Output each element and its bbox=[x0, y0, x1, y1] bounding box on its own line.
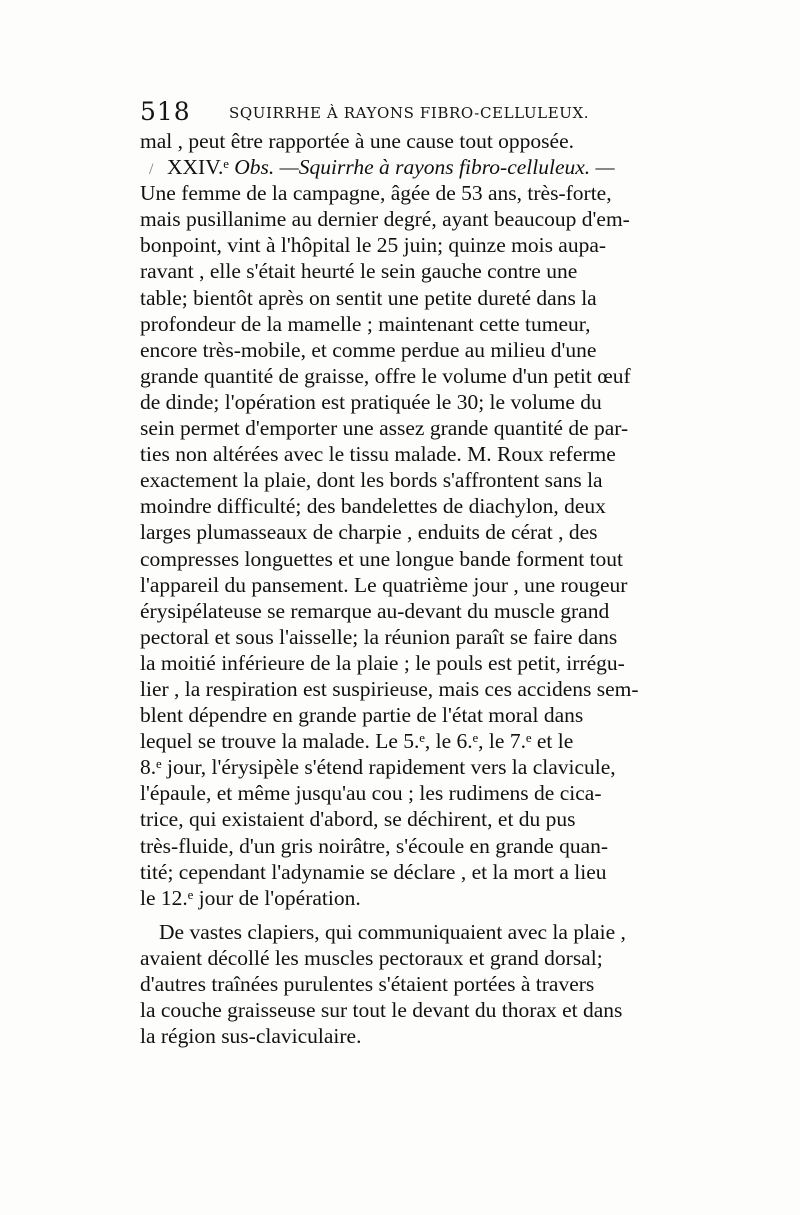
body-text bbox=[140, 128, 660, 1049]
paragraph-2 bbox=[140, 919, 660, 1049]
page-header bbox=[140, 97, 660, 127]
text-line: bonpoint, vint à l'hôpital le 25 juin; quinze mois aupa- bbox=[140, 233, 607, 258]
text-line: ravant , elle s'était heurté le sein gauche contre une bbox=[140, 259, 578, 284]
observation-title: —Squirrhe à rayons fibro-celluleux. — bbox=[279, 155, 615, 180]
text-line: tité; cependant l'adynamie se déclare , et la mort a lieu bbox=[140, 859, 607, 884]
text-line: le 12.ᵉ jour de l'opération. bbox=[140, 885, 361, 910]
observation-number: XXIV.ᵉ bbox=[167, 155, 229, 180]
observation-label: Obs. bbox=[234, 155, 275, 180]
observation-heading bbox=[140, 154, 660, 180]
text-line: trice, qui existaient d'abord, se déchirent, et du pus bbox=[140, 807, 576, 832]
text-line: de dinde; l'opération est pratiquée le 30; le volume du bbox=[140, 389, 602, 414]
text-line: la moitié inférieure de la plaie ; le pouls est petit, irrégu- bbox=[140, 650, 625, 675]
text-line: avaient décollé les muscles pectoraux et grand dorsal; bbox=[140, 945, 603, 970]
paragraph-gap bbox=[140, 911, 660, 919]
text-line: d'autres traînées purulentes s'étaient portées à travers bbox=[140, 972, 595, 996]
text-line: lier , la respiration est suspirieuse, mais ces accidens sem- bbox=[140, 676, 639, 701]
text-line: larges plumasseaux de charpie , enduits de cérat , des bbox=[140, 520, 598, 545]
text-line: 8.ᵉ jour, l'érysipèle s'étend rapidement vers la clavicule, bbox=[140, 755, 616, 780]
text-line: grande quantité de graisse, offre le volume d'un petit œuf bbox=[140, 363, 631, 388]
page-number: 518 bbox=[140, 97, 191, 126]
text-line: mal , peut être rapportée à une cause tout opposée. bbox=[140, 129, 574, 153]
text-line: l'épaule, et même jusqu'au cou ; les rudimens de cica- bbox=[140, 781, 602, 806]
text-line: profondeur de la mamelle ; maintenant cette tumeur, bbox=[140, 311, 591, 336]
text-line: l'appareil du pansement. Le quatrième jour , une rougeur bbox=[140, 572, 628, 597]
text-line: table; bientôt après on sentit une petite dureté dans la bbox=[140, 285, 597, 310]
text-line: lequel se trouve la malade. Le 5.ᵉ, le 6.ᵉ, le 7.ᵉ et le bbox=[140, 729, 574, 754]
text-line: blent dépendre en grande partie de l'état moral dans bbox=[140, 703, 584, 728]
text-line: encore très-mobile, et comme perdue au milieu d'une bbox=[140, 337, 597, 362]
text-line: pectoral et sous l'aisselle; la réunion paraît se faire dans bbox=[140, 624, 618, 649]
text-line: De vastes clapiers, qui communiquaient avec la plaie , bbox=[159, 919, 626, 944]
text-line: la région sus-claviculaire. bbox=[140, 1024, 362, 1049]
text-line: exactement la plaie, dont les bords s'affrontent sans la bbox=[140, 468, 603, 493]
text-line: ties non altérées avec le tissu malade. M. Roux referme bbox=[140, 442, 616, 467]
margin-mark: / bbox=[149, 161, 154, 179]
text-line: compresses longuettes et une longue bande forment tout bbox=[140, 546, 624, 571]
text-line: sein permet d'emporter une assez grande quantité de par- bbox=[140, 416, 629, 441]
text-line: moindre difficulté; des bandelettes de diachylon, deux bbox=[140, 494, 606, 519]
paragraph-1 bbox=[140, 180, 660, 911]
text-line: la couche graisseuse sur tout le devant du thorax et dans bbox=[140, 998, 623, 1023]
text-line: Une femme de la campagne, âgée de 53 ans, très-forte, bbox=[140, 181, 612, 206]
text-line: érysipélateuse se remarque au-devant du muscle grand bbox=[140, 598, 610, 623]
text-line: mais pusillanime au dernier degré, ayant beaucoup d'em- bbox=[140, 207, 630, 232]
text-line: très-fluide, d'un gris noirâtre, s'écoule en grande quan- bbox=[140, 833, 609, 858]
running-title: SQUIRRHE À RAYONS FIBRO-CELLULEUX. bbox=[229, 104, 590, 122]
